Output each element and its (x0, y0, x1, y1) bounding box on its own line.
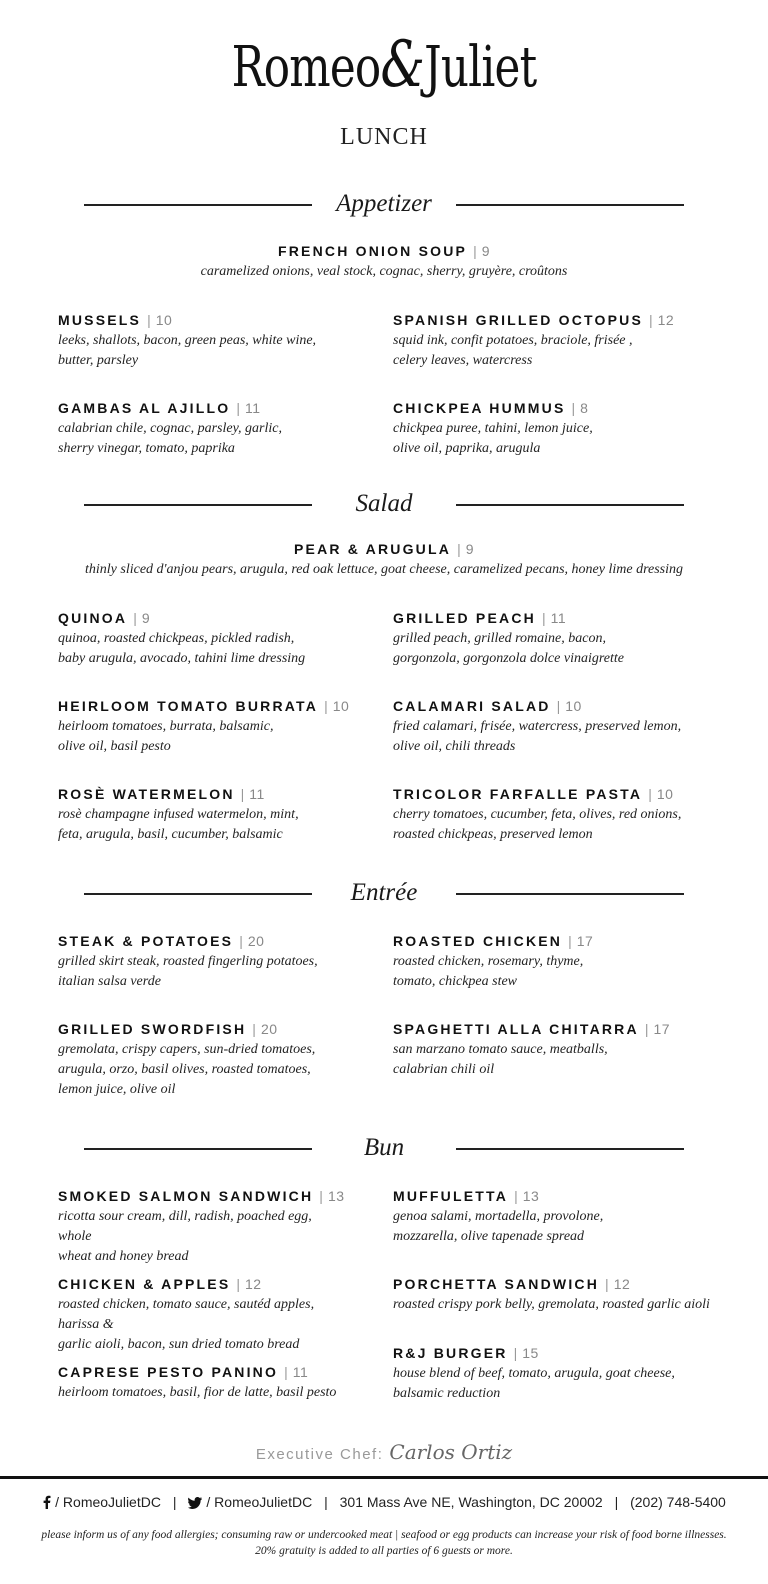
restaurant-logo (84, 28, 683, 102)
phone-number[interactable]: (202) 748-5400 (630, 1494, 726, 1510)
item-description: grilled skirt steak, roasted fingerling potatoes, (58, 954, 318, 969)
item-price: 12 (613, 1276, 631, 1292)
item-name: SMOKED SALMON SANDWICH (58, 1188, 314, 1204)
menu-item: SMOKED SALMON SANDWICH | 13 ricotta sour cream, dill, radish, poached egg, whole wheat and honey bread (58, 1187, 348, 1267)
item-name: CALAMARI SALAD (393, 698, 551, 714)
item-description: fried calamari, frisée, watercress, preserved lemon, (393, 719, 682, 734)
item-name: MUFFULETTA (393, 1188, 509, 1204)
divider-rule (456, 1148, 684, 1150)
item-name: PEAR & ARUGULA (294, 541, 452, 557)
section-heading-appetizer (0, 190, 768, 220)
separator: | (614, 1494, 619, 1510)
divider-rule (84, 893, 312, 895)
item-name: ROSÈ WATERMELON (58, 786, 235, 802)
item-price: 10 (656, 786, 674, 802)
section-title: Appetizer (336, 190, 432, 217)
menu-item: CHICKPEA HUMMUS | 8 chickpea puree, tahini, lemon juice, olive oil, paprika, arugula (393, 399, 723, 459)
item-price: 9 (481, 243, 490, 259)
menu-item: SPAGHETTI ALLA CHITARRA | 17 san marzano tomato sauce, meatballs, calabrian chili oil (393, 1020, 723, 1080)
menu-item: GRILLED PEACH | 11 grilled peach, grilled romaine, bacon, gorgonzola, gorgonzola dolce vinaigrette (393, 609, 723, 669)
item-description: arugula, orzo, basil olives, roasted tomatoes, (58, 1062, 311, 1077)
item-name: GRILLED PEACH (393, 610, 536, 626)
item-description: balsamic reduction (393, 1386, 501, 1401)
disclaimer-line: please inform us of any food allergies; consuming raw or undercooked meat | seafood or egg products can increase your risk of food borne illnesses. (41, 1529, 727, 1541)
item-price: 11 (550, 610, 567, 626)
menu-item: QUINOA | 9 quinoa, roasted chickpeas, pickled radish, baby arugula, avocado, tahini lime dressing (58, 609, 348, 669)
item-name: ROASTED CHICKEN (393, 933, 563, 949)
item-price: 12 (245, 1276, 262, 1292)
item-name: GRILLED SWORDFISH (58, 1021, 247, 1037)
menu-item: MUSSELS | 10 leeks, shallots, bacon, green peas, white wine, butter, parsley (58, 311, 348, 371)
divider-rule (456, 504, 684, 506)
menu-item: FRENCH ONION SOUP | 9 caramelized onions, veal stock, cognac, sherry, gruyère, croûtons (0, 242, 768, 282)
facebook-link[interactable] (42, 1494, 161, 1510)
item-price: 10 (155, 312, 173, 328)
item-price: 10 (332, 698, 350, 714)
item-name: MUSSELS (58, 312, 142, 328)
menu-title: LUNCH (340, 124, 428, 150)
item-description: olive oil, paprika, arugula (393, 441, 541, 456)
item-name: PORCHETTA SANDWICH (393, 1276, 600, 1292)
item-description: leeks, shallots, bacon, green peas, white wine, (58, 333, 317, 348)
menu-item: MUFFULETTA | 13 genoa salami, mortadella, provolone, mozzarella, olive tapenade spread (393, 1187, 723, 1247)
item-description: ricotta sour cream, dill, radish, poached egg, whole (58, 1209, 312, 1244)
item-price: 17 (653, 1021, 671, 1037)
twitter-link[interactable] (188, 1494, 312, 1510)
item-price: 13 (327, 1188, 345, 1204)
item-description: feta, arugula, basil, cucumber, balsamic (58, 827, 283, 842)
divider-rule (84, 204, 312, 206)
item-description: butter, parsley (58, 353, 139, 368)
item-name: FRENCH ONION SOUP (277, 243, 468, 259)
item-price: 9 (141, 610, 151, 626)
separator: | (324, 1494, 328, 1510)
item-price: 20 (260, 1021, 278, 1037)
item-price: 11 (249, 786, 265, 802)
item-description: sherry vinegar, tomato, paprika (58, 441, 235, 456)
facebook-handle: / RomeoJulietDC (55, 1494, 161, 1510)
twitter-icon (188, 1497, 202, 1509)
item-name: CHICKEN & APPLES (58, 1276, 231, 1292)
item-price: 15 (522, 1345, 539, 1361)
gratuity-note: 20% gratuity is added to all parties of 6 guests or more. (255, 1545, 513, 1557)
item-description: tomato, chickpea stew (393, 974, 518, 989)
logo-juliet: Juliet (424, 35, 537, 100)
divider-rule (84, 504, 312, 506)
item-description: celery leaves, watercress (393, 353, 533, 368)
menu-item: SPANISH GRILLED OCTOPUS | 12 squid ink, confit potatoes, braciole, frisée , celery leaves, watercress (393, 311, 723, 371)
item-description: heirloom tomatoes, burrata, balsamic, (58, 719, 274, 734)
section-heading-entree (0, 879, 768, 909)
divider-rule (456, 893, 684, 895)
item-name: CAPRESE PESTO PANINO (58, 1364, 279, 1380)
item-description: olive oil, chili threads (393, 739, 516, 754)
menu-item: ROSÈ WATERMELON | 11 rosè champagne infused watermelon, mint, feta, arugula, basil, cucumber, balsamic (58, 785, 348, 845)
item-description: wheat and honey bread (58, 1249, 189, 1264)
item-description: quinoa, roasted chickpeas, pickled radish, (58, 631, 295, 646)
menu-item: CALAMARI SALAD | 10 fried calamari, frisée, watercress, preserved lemon, olive oil, chili threads (393, 697, 723, 757)
item-description: cherry tomatoes, cucumber, feta, olives, red onions, (393, 807, 682, 822)
item-description: chickpea puree, tahini, lemon juice, (393, 421, 593, 436)
section-heading-bun (0, 1134, 768, 1164)
item-description: squid ink, confit potatoes, braciole, frisée , (393, 333, 633, 348)
menu-item: GRILLED SWORDFISH | 20 gremolata, crispy capers, sun-dried tomatoes, arugula, orzo, basil olives, roasted tomatoes, lemon juice, olive oil (58, 1020, 348, 1100)
footer-divider (0, 1476, 768, 1479)
item-description: genoa salami, mortadella, provolone, (393, 1209, 604, 1224)
item-price: 8 (580, 400, 589, 416)
item-description: roasted chicken, rosemary, thyme, (393, 954, 584, 969)
item-description: heirloom tomatoes, basil, fior de latte, basil pesto (58, 1385, 337, 1400)
item-description: roasted chicken, tomato sauce, sautéd apples, harissa & (58, 1297, 315, 1332)
twitter-handle: / RomeoJulietDC (206, 1494, 313, 1510)
logo-romeo: Romeo (231, 35, 381, 100)
address: 301 Mass Ave NE, Washington, DC 20002 (339, 1494, 603, 1510)
item-price: 11 (245, 400, 261, 416)
item-price: 9 (465, 541, 474, 557)
item-price: 17 (576, 933, 594, 949)
section-title: Bun (363, 1134, 405, 1161)
item-description: house blend of beef, tomato, arugula, goat cheese, (393, 1366, 675, 1381)
item-description: rosè champagne infused watermelon, mint, (58, 807, 299, 822)
menu-item: CHICKEN & APPLES | 12 roasted chicken, tomato sauce, sautéd apples, harissa & garlic aioli, bacon, sun dried tomato bread (58, 1275, 348, 1355)
executive-chef (0, 1440, 768, 1464)
chef-signature: Carlos Ortiz (389, 1440, 513, 1464)
item-description: baby arugula, avocado, tahini lime dressing (58, 651, 306, 666)
item-price: 20 (247, 933, 265, 949)
logo-ampersand: & (380, 28, 425, 102)
item-price: 10 (565, 698, 582, 714)
item-description: san marzano tomato sauce, meatballs, (393, 1042, 608, 1057)
separator: | (172, 1494, 177, 1510)
divider-rule (84, 1148, 312, 1150)
item-name: GAMBAS AL AJILLO (58, 400, 231, 416)
item-description: mozzarella, olive tapenade spread (393, 1229, 585, 1244)
item-name: QUINOA (58, 610, 128, 626)
menu-item: PEAR & ARUGULA | 9 thinly sliced d'anjou pears, arugula, red oak lettuce, goat cheese, caramelized pecans, honey lime dressing (0, 540, 768, 580)
menu-item: PORCHETTA SANDWICH | 12 roasted crispy pork belly, gremolata, roasted garlic aioli (393, 1275, 723, 1315)
chef-label: Executive Chef: (255, 1446, 384, 1463)
menu-item: TRICOLOR FARFALLE PASTA | 10 cherry tomatoes, cucumber, feta, olives, red onions, roasted chickpeas, preserved lemon (393, 785, 723, 845)
item-price: 13 (522, 1188, 540, 1204)
section-title: Entrée (350, 879, 418, 906)
contact-bar (0, 1494, 768, 1510)
item-name: SPANISH GRILLED OCTOPUS (393, 312, 643, 328)
menu-item: R&J BURGER | 15 house blend of beef, tomato, arugula, goat cheese, balsamic reduction (393, 1344, 723, 1404)
item-description: garlic aioli, bacon, sun dried tomato bread (58, 1337, 300, 1352)
divider-rule (456, 204, 684, 206)
item-description: lemon juice, olive oil (58, 1082, 176, 1097)
menu-item: HEIRLOOM TOMATO BURRATA | 10 heirloom tomatoes, burrata, balsamic, olive oil, basil pesto (58, 697, 348, 757)
menu-item: GAMBAS AL AJILLO | 11 calabrian chile, cognac, parsley, garlic, sherry vinegar, tomato, paprika (58, 399, 348, 459)
item-description: grilled peach, grilled romaine, bacon, (393, 631, 606, 646)
item-price: 12 (657, 312, 675, 328)
item-name: HEIRLOOM TOMATO BURRATA (58, 698, 319, 714)
item-name: R&J BURGER (393, 1345, 508, 1361)
item-name: TRICOLOR FARFALLE PASTA (393, 786, 643, 802)
item-name: SPAGHETTI ALLA CHITARRA (393, 1021, 639, 1037)
section-heading-salad (0, 490, 768, 520)
item-description: calabrian chili oil (393, 1062, 495, 1077)
menu-item: ROASTED CHICKEN | 17 roasted chicken, rosemary, thyme, tomato, chickpea stew (393, 932, 723, 992)
allergy-disclaimer (0, 1527, 768, 1559)
item-description: roasted chickpeas, preserved lemon (393, 827, 593, 842)
section-title: Salad (355, 490, 413, 517)
facebook-icon (42, 1495, 51, 1509)
item-description: gorgonzola, gorgonzola dolce vinaigrette (393, 651, 624, 666)
item-price: 11 (292, 1364, 309, 1380)
item-description: italian salsa verde (58, 974, 161, 989)
menu-item: STEAK & POTATOES | 20 grilled skirt steak, roasted fingerling potatoes, italian salsa verde (58, 932, 348, 992)
item-description: gremolata, crispy capers, sun-dried tomatoes, (58, 1042, 316, 1057)
item-description: olive oil, basil pesto (58, 739, 171, 754)
menu-item: CAPRESE PESTO PANINO | 11 heirloom tomatoes, basil, fior de latte, basil pesto (58, 1363, 348, 1403)
item-description: thinly sliced d'anjou pears, arugula, red oak lettuce, goat cheese, caramelized pecans, honey lime dressing (85, 562, 683, 577)
item-name: CHICKPEA HUMMUS (393, 400, 566, 416)
item-name: STEAK & POTATOES (58, 933, 234, 949)
item-description: caramelized onions, veal stock, cognac, sherry, gruyère, croûtons (200, 264, 568, 279)
item-description: roasted crispy pork belly, gremolata, roasted garlic aioli (393, 1297, 710, 1312)
item-description: calabrian chile, cognac, parsley, garlic, (58, 421, 282, 436)
